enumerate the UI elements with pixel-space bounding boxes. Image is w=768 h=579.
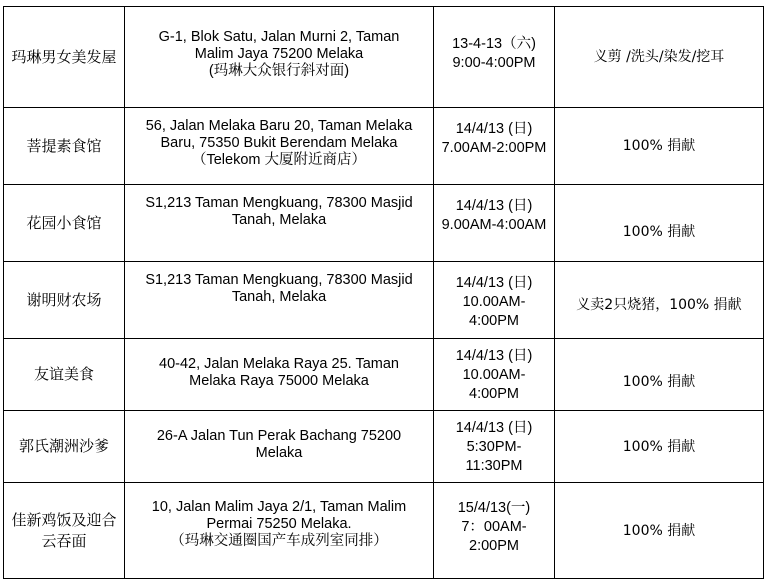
venue-name: 花园小食馆 <box>26 213 102 232</box>
address-cell <box>125 339 434 411</box>
venue-name: 菩提素食馆 <box>26 136 102 155</box>
table-row <box>4 7 764 108</box>
remark-text: 100% 捐献 <box>622 374 696 390</box>
remark-text: 100% 捐献 <box>622 522 696 539</box>
address-cell <box>125 7 434 108</box>
venue-name: 谢明财农场 <box>26 290 102 309</box>
address-line: Tanah, Melaka <box>231 289 327 305</box>
venue-name: 云吞面 <box>41 531 87 550</box>
address-line: 26-A Jalan Tun Perak Bachang 75200 <box>156 428 402 444</box>
time-line: 7.00AM-2:00PM <box>441 140 547 156</box>
address-line: Melaka <box>255 445 303 461</box>
address-line: Malim Jaya 75200 Melaka <box>194 46 364 62</box>
remark-text: 义剪 /洗头/染发/挖耳 <box>593 49 725 65</box>
venue-name-cell <box>4 483 125 579</box>
table-row <box>4 411 764 483</box>
time-line: 2:00PM <box>469 538 519 554</box>
venue-name: 玛琳男女美发屋 <box>11 47 117 66</box>
date-line: 13-4-13（六) <box>452 36 536 52</box>
date-line: 14/4/13 (日) <box>455 275 533 291</box>
time-line: 4:00PM <box>469 313 519 329</box>
table-row <box>4 185 764 262</box>
address-cell <box>125 483 434 579</box>
date-time-cell <box>434 108 555 185</box>
date-time-cell <box>434 411 555 483</box>
remark-cell <box>555 262 764 339</box>
address-line: （Telekom 大厦附近商店） <box>191 152 367 168</box>
date-line: 14/4/13 (日) <box>455 121 533 137</box>
venue-name: 友谊美食 <box>33 365 94 383</box>
remark-text: 100% 捐献 <box>622 438 696 455</box>
address-line: S1,213 Taman Mengkuang, 78300 Masjid <box>145 195 413 211</box>
date-line: 14/4/13 (日) <box>455 420 533 436</box>
time-line: 9.00AM-4:00AM <box>441 217 547 233</box>
address-cell <box>125 185 434 262</box>
donation-table <box>3 6 764 579</box>
address-cell <box>125 411 434 483</box>
date-time-cell <box>434 7 555 108</box>
remark-cell <box>555 185 764 262</box>
date-time-cell <box>434 185 555 262</box>
time-line: 9:00-4:00PM <box>452 55 536 71</box>
venue-name-cell <box>4 339 125 411</box>
address-line: Permai 75250 Melaka. <box>206 516 352 532</box>
address-line: Melaka Raya 75000 Melaka <box>189 373 369 389</box>
table-row <box>4 108 764 185</box>
venue-name-cell <box>4 108 125 185</box>
venue-name: 佳新鸡饭及迎合 <box>11 510 117 529</box>
time-line: 10.00AM- <box>462 367 526 383</box>
remark-cell <box>555 7 764 108</box>
venue-name-cell <box>4 411 125 483</box>
time-line: 7：00AM- <box>461 519 527 535</box>
date-line: 14/4/13 (日) <box>455 198 533 214</box>
date-line: 15/4/13(一) <box>457 500 531 516</box>
remark-text: 义卖2只烧猪，100% 捐献 <box>576 297 742 313</box>
date-time-cell <box>434 483 555 579</box>
remark-text: 100% 捐献 <box>622 224 696 240</box>
address-line: Baru, 75350 Bukit Berendam Melaka <box>160 135 398 151</box>
remark-cell <box>555 411 764 483</box>
address-cell <box>125 262 434 339</box>
table-row <box>4 339 764 411</box>
address-line: 40-42, Jalan Melaka Raya 25. Taman <box>159 356 399 372</box>
table-row <box>4 262 764 339</box>
time-line: 5:30PM- <box>466 439 522 455</box>
remark-cell <box>555 483 764 579</box>
address-line: Tanah, Melaka <box>231 212 327 228</box>
address-line: 10, Jalan Malim Jaya 2/1, Taman Malim <box>151 499 407 515</box>
address-line: (玛琳大众银行斜对面) <box>208 63 350 79</box>
date-time-cell <box>434 339 555 411</box>
address-cell <box>125 108 434 185</box>
address-line: S1,213 Taman Mengkuang, 78300 Masjid <box>145 272 413 288</box>
remark-text: 100% 捐献 <box>622 138 696 154</box>
venue-name: 郭氏潮洲沙爹 <box>18 437 109 455</box>
address-line: （玛琳交通圈国产车成列室同排） <box>170 533 388 549</box>
time-line: 4:00PM <box>469 386 519 402</box>
venue-name-cell <box>4 185 125 262</box>
table-row <box>4 483 764 579</box>
time-line: 10.00AM- <box>462 294 526 310</box>
venue-name-cell <box>4 7 125 108</box>
address-line: 56, Jalan Melaka Baru 20, Taman Melaka <box>145 118 413 134</box>
venue-name-cell <box>4 262 125 339</box>
remark-cell <box>555 339 764 411</box>
remark-cell <box>555 108 764 185</box>
date-line: 14/4/13 (日) <box>455 348 533 364</box>
date-time-cell <box>434 262 555 339</box>
time-line: 11:30PM <box>465 458 523 474</box>
address-line: G-1, Blok Satu, Jalan Murni 2, Taman <box>158 29 400 45</box>
